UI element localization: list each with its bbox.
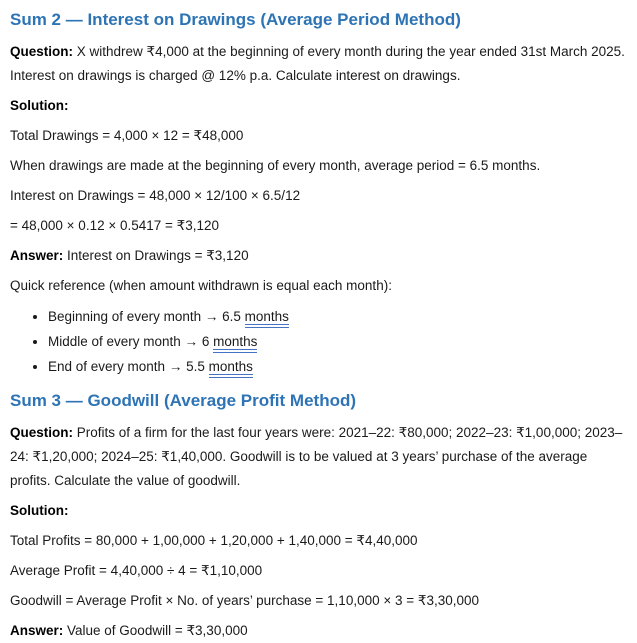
- list-item: [48, 354, 627, 379]
- grammar-suggestion-months-2[interactable]: months: [213, 334, 257, 353]
- sum2-solution-label: Solution:: [10, 98, 69, 113]
- sum3-total-profits-line: Total Profits = 80,000 + 1,00,000 + 1,20,000 + 1,40,000 = ₹4,40,000: [10, 533, 418, 548]
- sum3-answer-paragraph: [10, 619, 627, 643]
- sum3-average-profit-line: Average Profit = 4,40,000 ÷ 4 = ₹1,10,000: [10, 563, 263, 578]
- sum3-goodwill-formula-line: Goodwill = Average Profit × No. of years’ purchase = 1,10,000 × 3 = ₹3,30,000: [10, 593, 480, 608]
- sum2-interest-formula-line: Interest on Drawings = 48,000 × 12/100 × 6.5/12: [10, 188, 301, 203]
- sum2-interest-result-line: = 48,000 × 0.12 × 0.5417 = ₹3,120: [10, 218, 220, 233]
- sum2-question-paragraph: [10, 40, 627, 88]
- sum2-average-period-line: When drawings are made at the beginning of every month, average period = 6.5 months.: [10, 158, 541, 173]
- sum3-heading: Sum 3 — Goodwill (Average Profit Method): [10, 391, 357, 410]
- bullet-middle-text: Middle of every month → 6: [48, 334, 214, 349]
- sum3-solution-label-paragraph: [10, 499, 627, 523]
- sum3-answer-label: Answer:: [10, 623, 64, 638]
- section-sum2: [10, 8, 627, 379]
- sum3-solution-label: Solution:: [10, 503, 69, 518]
- sum2-question-text: X withdrew ₹4,000 at the beginning of every month during the year ended 31st March 2025. Interest on drawings is charged @ 12% p.a. Calculate interest on drawings.: [10, 44, 625, 83]
- sum3-question-text: Profits of a firm for the last four years were: 2021–22: ₹80,000; 2022–23: ₹1,00,000; 2023–24: ₹1,20,000; 2024–25: ₹1,40,000. Goodwill is to be valued at 3 years’ purchase of the average profits. Calculate the value of goodwill.: [10, 425, 623, 488]
- sum3-question-label: Question:: [10, 425, 73, 440]
- grammar-suggestion-months-1[interactable]: months: [245, 309, 289, 328]
- sum2-reference-list: [48, 304, 627, 379]
- section-sum3: [10, 389, 627, 643]
- bullet-end-text: End of every month → 5.5: [48, 359, 209, 374]
- sum2-solution-label-paragraph: [10, 94, 627, 118]
- list-item: [48, 329, 627, 354]
- bullet-beginning-text: Beginning of every month → 6.5: [48, 309, 245, 324]
- sum2-answer-paragraph: [10, 244, 627, 268]
- sum2-answer-text: Interest on Drawings = ₹3,120: [63, 248, 249, 263]
- grammar-suggestion-months-3[interactable]: months: [209, 359, 253, 378]
- sum3-answer-text: Value of Goodwill = ₹3,30,000: [63, 623, 248, 638]
- list-item: [48, 304, 627, 329]
- sum2-heading: Sum 2 — Interest on Drawings (Average Period Method): [10, 10, 461, 29]
- sum3-question-paragraph: [10, 421, 627, 493]
- sum2-answer-label: Answer:: [10, 248, 64, 263]
- sum2-total-drawings-line: Total Drawings = 4,000 × 12 = ₹48,000: [10, 128, 244, 143]
- sum2-quick-reference-line: Quick reference (when amount withdrawn is equal each month):: [10, 278, 392, 293]
- sum2-question-label: Question:: [10, 44, 73, 59]
